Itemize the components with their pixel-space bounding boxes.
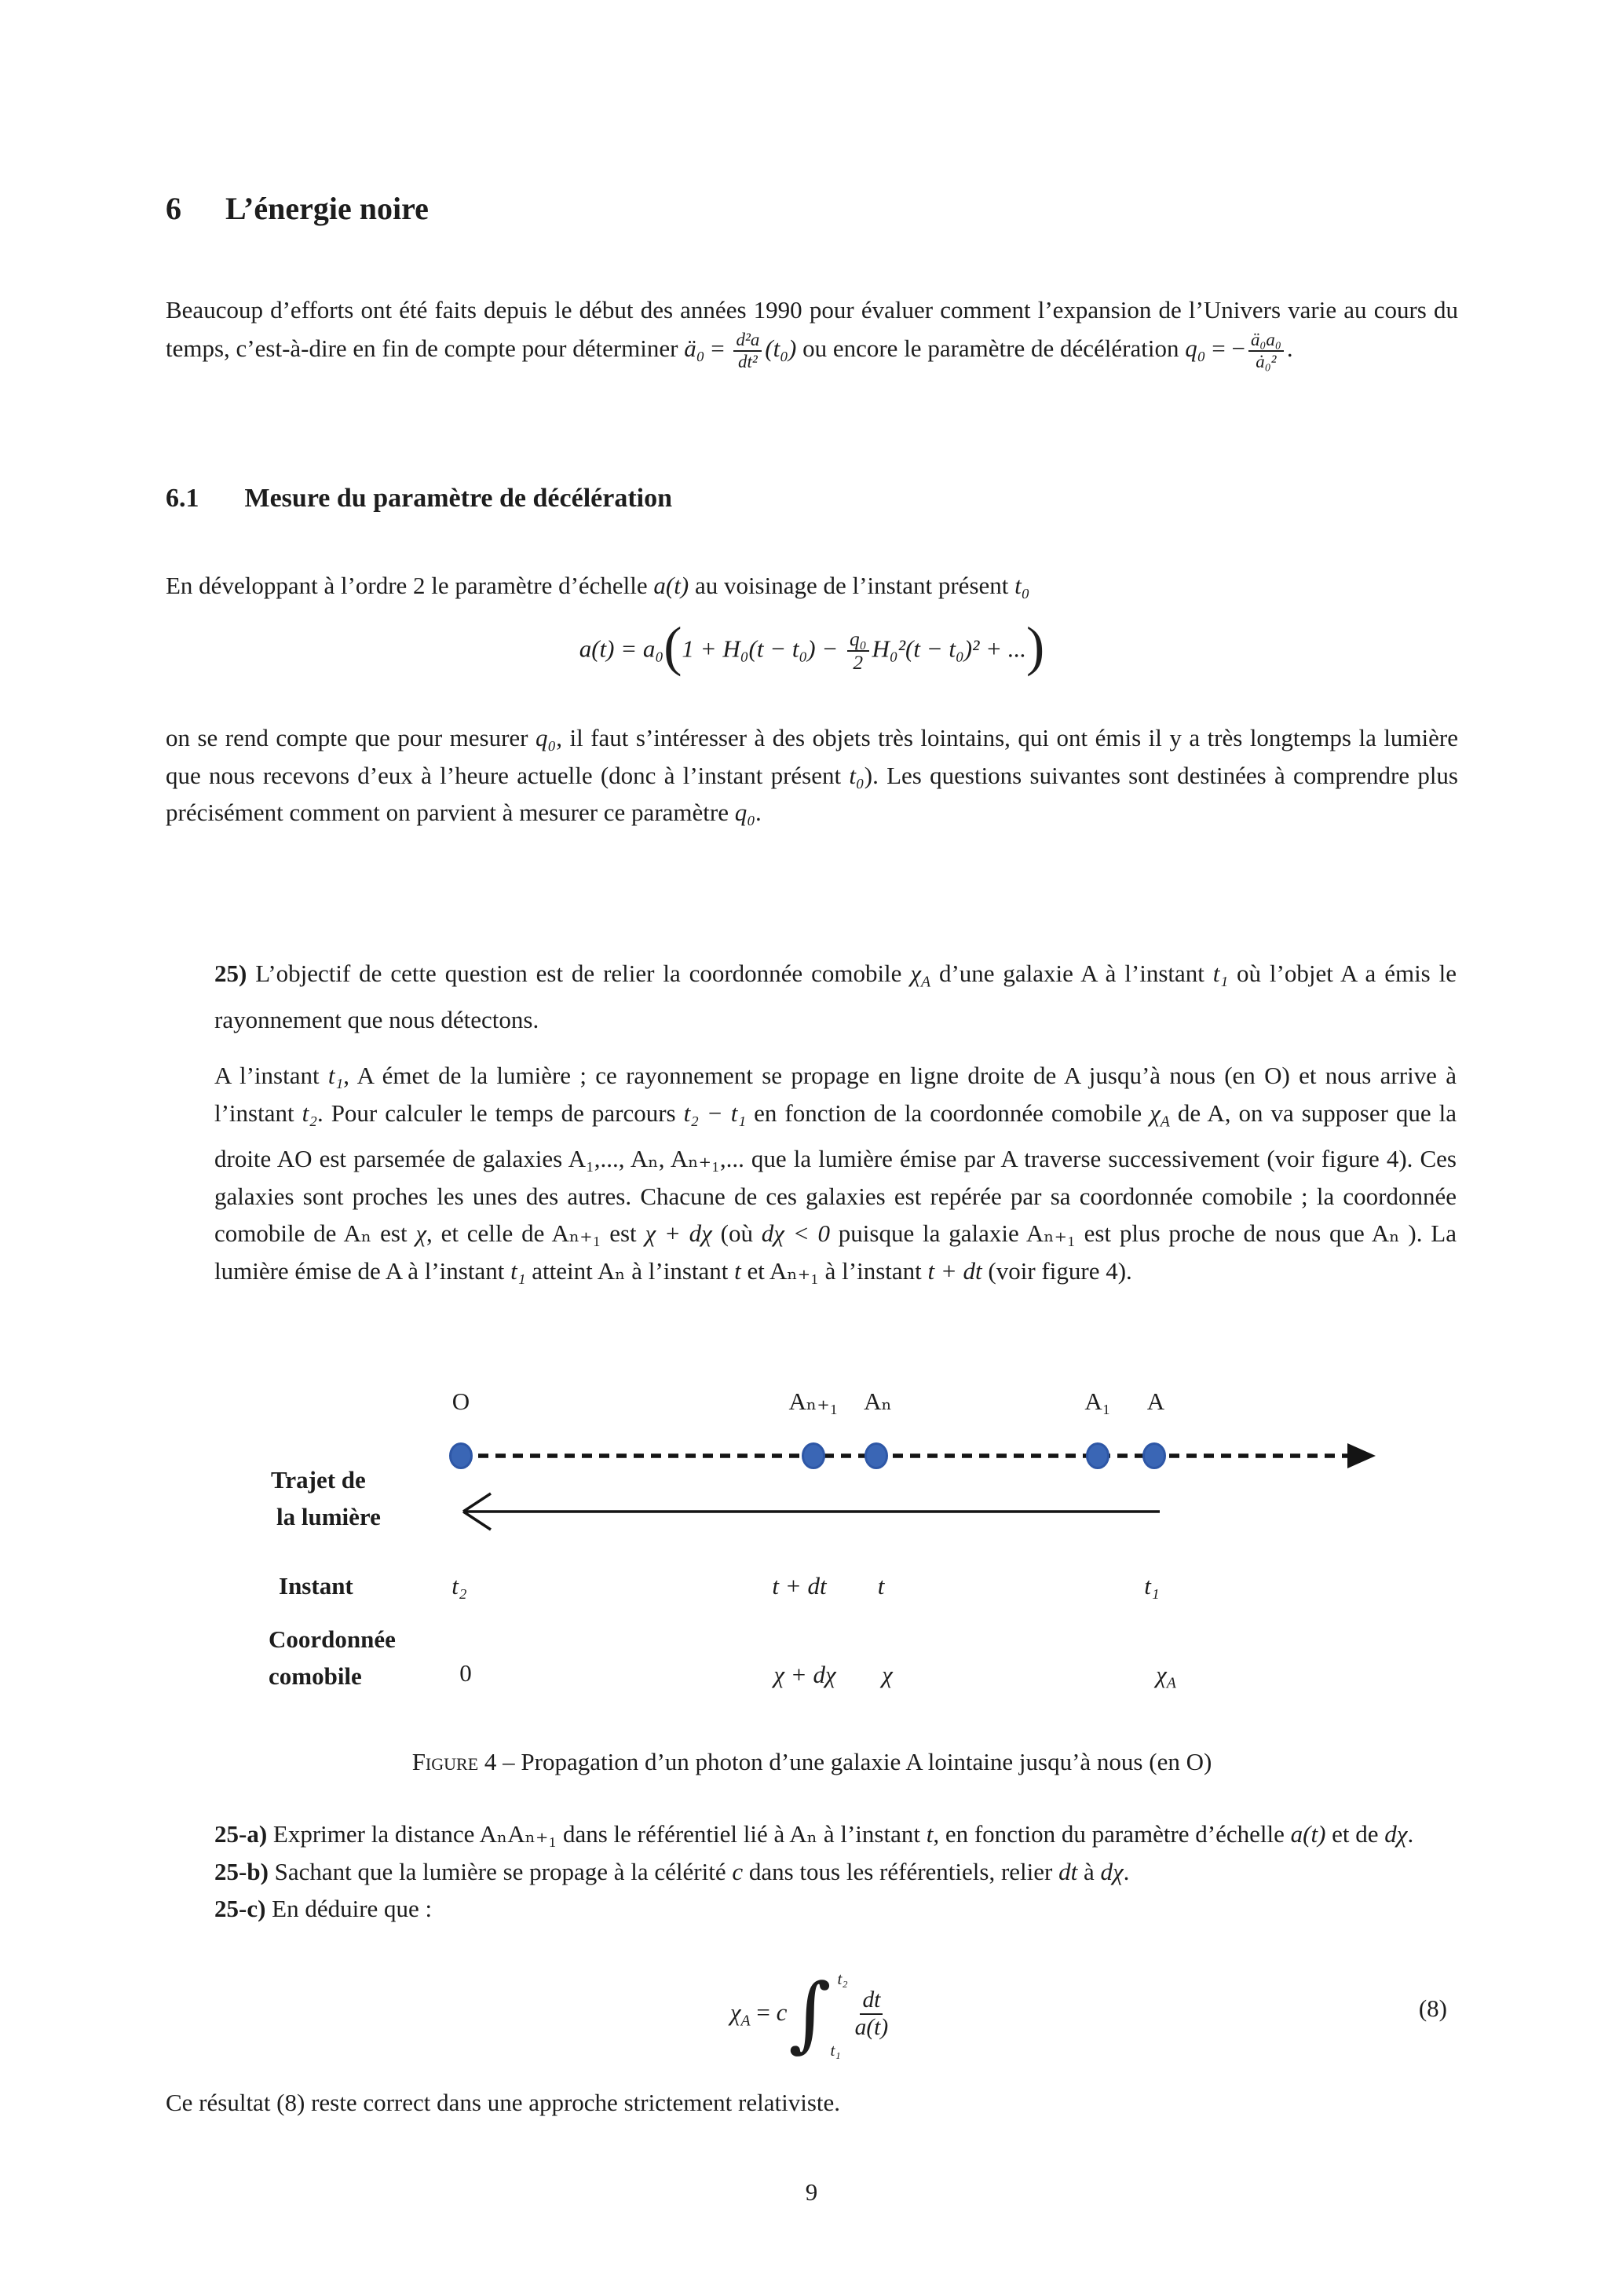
equation-8-tag: (8)	[1418, 1994, 1447, 2022]
galaxy-label-An1: Aₙ₊₁	[788, 1387, 839, 1415]
galaxy-dot-An1	[803, 1444, 824, 1468]
subsection-title: Mesure du paramètre de décélération	[244, 484, 672, 513]
equation-8	[166, 1961, 1458, 2064]
paragraph-galaxies: A l’instant t₁, A émet de la lumière ; ce rayonnement se propage en ligne droite de A jusqu’à nous (en O) et nous arrive à l’instant t₂. Pour calculer le temps de parcours t₂ − t₁ en fonction de la coordonnée comobile $\chi_A$ de A, on va supposer que la droite AO est parsemée de galaxies A₁,..., Aₙ, Aₙ₊₁,... que la lumière émise par A traverse successivement (voir figure 4). Ces galaxies sont proches les unes des autres. Chacune de ces galaxies est repérée par sa coordonnée comobile ; la coordonnée comobile de Aₙ est χ, et celle de Aₙ₊₁ est χ + dχ (où dχ < 0 puisque la galaxie Aₙ₊₁ est plus proche de nous que Aₙ ). La lumière émise de A à l’instant t₁ atteint Aₙ à l’instant t et Aₙ₊₁ à l’instant t + dt (voir figure 4).	[214, 1062, 1457, 1285]
coordinate-chi: χ	[882, 1661, 893, 1688]
integral-upper-limit: t₂	[837, 1969, 848, 1989]
integrand-denominator: a(t)	[854, 2015, 889, 2041]
section-heading	[166, 190, 1458, 227]
galaxy-label-O: O	[451, 1387, 470, 1415]
integrand-fraction	[853, 1987, 891, 2041]
galaxy-dot-A	[1144, 1444, 1165, 1468]
question-25: 25) L’objectif de cette question est de relier la coordonnée comobile $\chi_A$ d’une galaxie A à l’instant t₁ où l’objet A a émis le rayonnement que nous détectons.	[214, 960, 1457, 1033]
instant-row-label: Instant	[279, 1572, 353, 1600]
integral	[788, 1965, 848, 2062]
figure-caption: Figure 4 – Propagation d’un photon d’une galaxie A lointaine jusqu’à nous (en O)	[411, 1748, 1212, 1775]
section-title: L’énergie noire	[225, 191, 429, 226]
axis-arrowhead-icon	[1347, 1443, 1376, 1468]
coordinate-chi-dchi: χ + dχ	[773, 1661, 836, 1688]
light-path-label-line2: la lumière	[276, 1503, 381, 1530]
galaxy-label-An: Aₙ	[864, 1387, 892, 1415]
equation-8-lhs: $\chi_A = c$	[729, 1998, 788, 2030]
equation-scale-factor: a(t) = a₀(1 + H₀(t − t₀) − $\frac{\text{q₀}}{2}$ H₀²(t − t₀)² + ...)	[579, 616, 1045, 678]
figure-4-diagram	[236, 1386, 1413, 1704]
integral-limits	[828, 1968, 848, 2060]
light-path-arrowhead-lower	[463, 1512, 491, 1530]
integral-symbol: ∫	[788, 1965, 832, 2062]
galaxy-dot-O	[451, 1444, 472, 1468]
paragraph-measure: on se rend compte que pour mesurer q₀, il faut s’intéresser à des objets très lointains, qui ont émis il y a très longtemps la lumière que nous recevons d’eux à l’heure actuelle (donc à l’instant présent t₀). Les questions suivantes sont destinées à comprendre plus précisément comment on parvient à mesurer ce paramètre q₀.	[166, 724, 1459, 826]
galaxy-label-A: A	[1146, 1387, 1165, 1415]
integrand-numerator: dt	[860, 1987, 883, 2015]
figure-diagram-svg	[236, 1386, 1413, 1704]
coordinate-zero: 0	[459, 1659, 472, 1687]
light-path-arrowhead-upper	[463, 1493, 491, 1512]
integral-lower-limit: t₁	[830, 2041, 841, 2060]
light-path-label-line1: Trajet de	[271, 1466, 366, 1493]
instant-t1: t₁	[1144, 1572, 1160, 1600]
galaxy-dot-An	[866, 1444, 887, 1468]
coordinate-row-label-line2: comobile	[269, 1662, 362, 1690]
page-number: 9	[805, 2178, 818, 2206]
paragraph-develop: En développant à l’ordre 2 le paramètre d’échelle a(t) au voisinage de l’instant présent t₀	[166, 572, 1030, 599]
section-number: 6	[166, 191, 181, 226]
subsection-heading	[166, 484, 1458, 514]
paragraph-closing: Ce résultat (8) reste correct dans une approche strictement relativiste.	[166, 2089, 841, 2116]
instant-t: t	[877, 1572, 885, 1600]
question-25c: 25-c) En déduire que :	[214, 1895, 433, 1922]
question-25a: 25-a) Exprimer la distance AₙAₙ₊₁ dans le référentiel lié à Aₙ à l’instant t, en fonction du paramètre d’échelle a(t) et de dχ.	[214, 1820, 1414, 1848]
instant-t2: t₂	[451, 1572, 467, 1600]
paragraph-intro: Beaucoup d’efforts ont été faits depuis le début des années 1990 pour évaluer comment l’expansion de l’Univers varie au cours du temps, c’est-à-dire en fin de compte pour déterminer ä₀ = $\frac{\text{d²a}}{\text{dt²}}$ (t₀) ou encore le paramètre de décélération q₀ = − $\frac{\text{ä₀a₀}}{\text{ȧ₀²}}$ .	[166, 296, 1458, 371]
question-25b: 25-b) Sachant que la lumière se propage à la célérité c dans tous les référentiels, relier dt à dχ.	[214, 1857, 1130, 1885]
subsection-number: 6.1	[166, 484, 199, 513]
coordinate-row-label-line1: Coordonnée	[269, 1625, 396, 1653]
questions-25abc	[214, 1815, 1457, 1928]
galaxy-label-A1: A₁	[1084, 1387, 1111, 1415]
coordinate-chiA: $\chi_A$	[1156, 1661, 1176, 1692]
galaxy-dot-A1	[1087, 1444, 1109, 1468]
instant-tdt: t + dt	[772, 1572, 827, 1600]
